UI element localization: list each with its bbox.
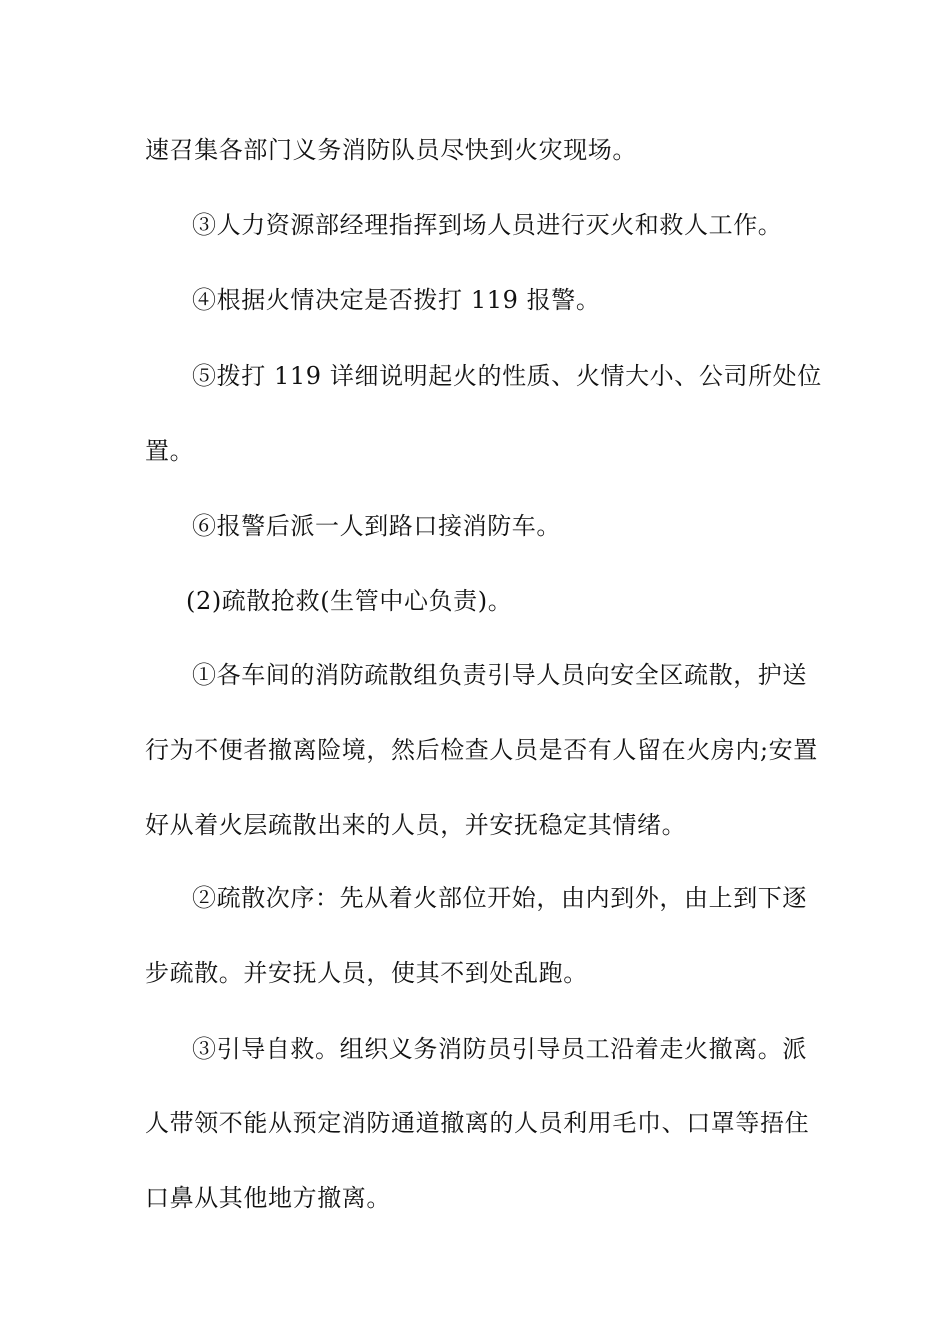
- text-line: 步疏散。并安抚人员，使其不到处乱跑。: [145, 959, 588, 987]
- text-line: ④根据火情决定是否拨打 119 报警。: [192, 286, 601, 314]
- section-heading: (2)疏散抢救(生管中心负责)。: [186, 587, 513, 615]
- text-line: ③人力资源部经理指挥到场人员进行灭火和救人工作。: [192, 211, 783, 239]
- text-line: 口鼻从其他地方撤离。: [145, 1184, 391, 1212]
- text-line: ⑤拨打 119 详细说明起火的性质、火情大小、公司所处位: [192, 362, 822, 390]
- text-line: 速召集各部门义务消防队员尽快到火灾现场。: [145, 136, 637, 164]
- text-line: ①各车间的消防疏散组负责引导人员向安全区疏散，护送: [192, 661, 807, 689]
- text-line: ②疏散次序：先从着火部位开始，由内到外，由上到下逐: [192, 884, 807, 912]
- text-line: 行为不便者撤离险境，然后检查人员是否有人留在火房内;安置: [145, 736, 818, 764]
- text-line: 置。: [145, 437, 195, 465]
- text-line: ⑥报警后派一人到路口接消防车。: [192, 512, 561, 540]
- text-line: ③引导自救。组织义务消防员引导员工沿着走火撤离。派: [192, 1035, 807, 1063]
- text-line: 人带领不能从预定消防通道撤离的人员利用毛巾、口罩等捂住: [145, 1109, 810, 1137]
- text-line: 好从着火层疏散出来的人员，并安抚稳定其情绪。: [145, 811, 687, 839]
